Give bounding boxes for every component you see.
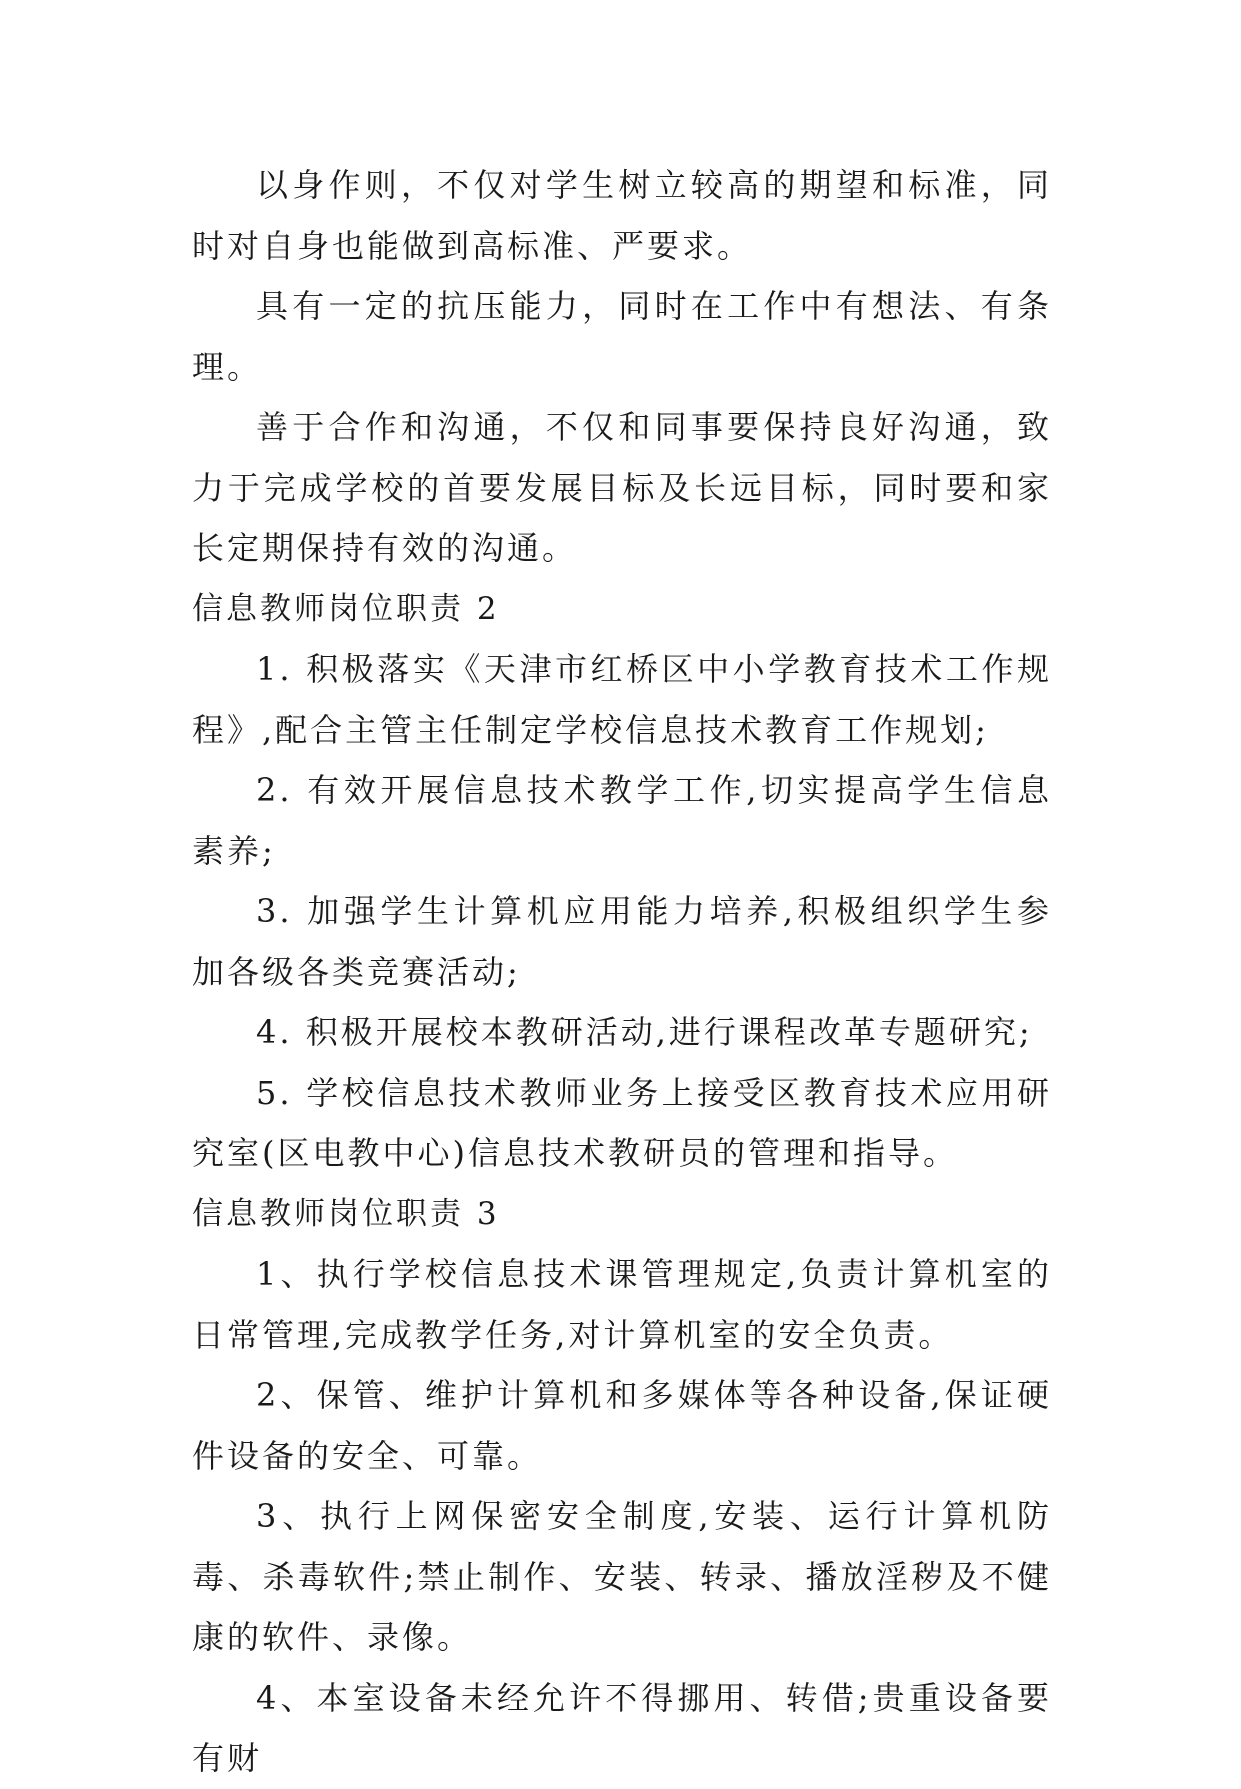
duty-2-item-2: 2. 有效开展信息技术教学工作,切实提高学生信息素养; (192, 771, 1052, 870)
paragraph-lead-by-example: 以身作则，不仅对学生树立较高的期望和标准，同时对自身也能做到高标准、严要求。 (192, 166, 1052, 265)
duty-2-item-4: 4. 积极开展校本教研活动,进行课程改革专题研究; (256, 1013, 1033, 1051)
duty-3-item-3: 3、执行上网保密安全制度,安装、运行计算机防毒、杀毒软件;禁止制作、安装、转录、播放淫秽及不健康的软件、录像。 (192, 1497, 1052, 1656)
duty-3-item-1: 1、执行学校信息技术课管理规定,负责计算机室的日常管理,完成教学任务,对计算机室的安全负责。 (192, 1255, 1052, 1354)
duty-3-item-4: 4、本室设备未经允许不得挪用、转借;贵重设备要有财 (192, 1678, 1052, 1777)
paragraph-stress-capacity: 具有一定的抗压能力，同时在工作中有想法、有条理。 (192, 287, 1052, 386)
duty-2-item-1: 1. 积极落实《天津市红桥区中小学教育技术工作规程》,配合主管主任制定学校信息技术教育工作规划; (192, 650, 1052, 749)
duty-2-item-3: 3. 加强学生计算机应用能力培养,积极组织学生参加各级各类竞赛活动; (192, 892, 1052, 991)
duty-2-item-5: 5. 学校信息技术教师业务上接受区教育技术应用研究室(区电教中心)信息技术教研员的管理和指导。 (192, 1073, 1052, 1172)
document-body (192, 155, 1052, 1789)
duty-3-item-2: 2、保管、维护计算机和多媒体等各种设备,保证硬件设备的安全、可靠。 (192, 1376, 1052, 1475)
section-heading-3: 信息教师岗位职责 3 (192, 1195, 500, 1232)
paragraph-cooperation: 善于合作和沟通，不仅和同事要保持良好沟通，致力于完成学校的首要发展目标及长远目标，同时要和家长定期保持有效的沟通。 (192, 408, 1052, 567)
section-heading-2: 信息教师岗位职责 2 (192, 590, 500, 627)
